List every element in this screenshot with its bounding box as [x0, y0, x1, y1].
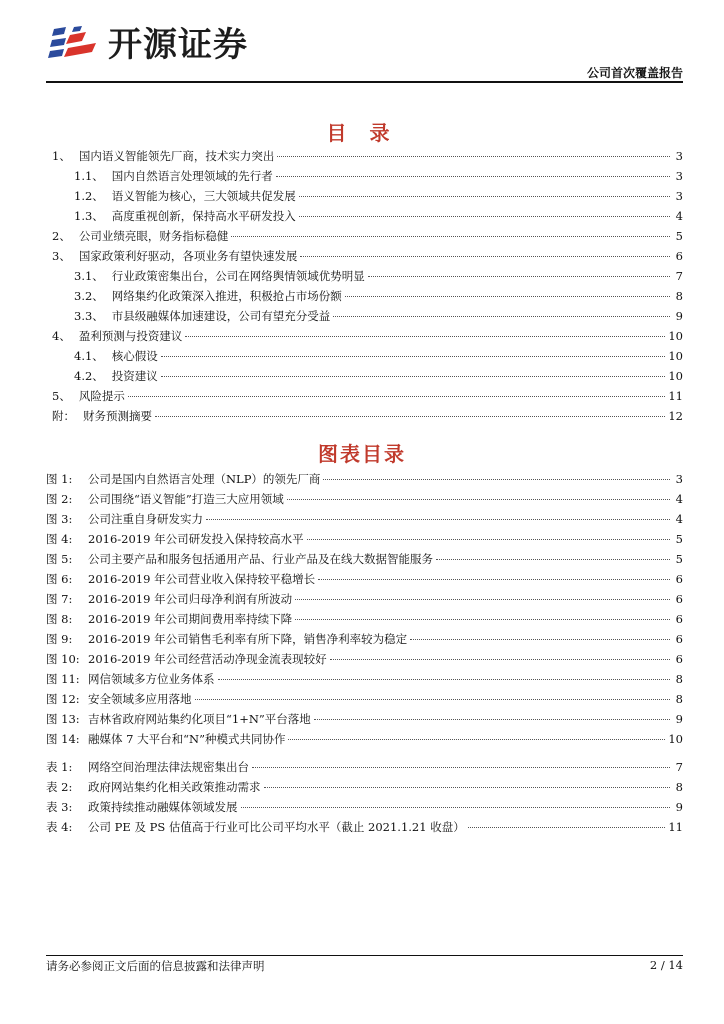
- toc-list: [46, 146, 683, 426]
- entry-number: 图 9:: [46, 632, 73, 646]
- entry-page: 9: [675, 800, 683, 814]
- entry-text: 核心假设: [111, 349, 158, 363]
- entry-page: 7: [675, 760, 683, 774]
- entry-number: 4、: [52, 329, 71, 343]
- entry-text: 公司围绕“语义智能”打造三大应用领域: [88, 492, 284, 506]
- entry-page: 3: [675, 189, 683, 203]
- dot-leader: [287, 486, 670, 500]
- entry-page: 5: [675, 532, 683, 546]
- entry-text: 风险提示: [78, 389, 125, 403]
- brand-name: 开源证券: [108, 25, 248, 65]
- entry-text: 政策持续推动融媒体领域发展: [88, 800, 238, 814]
- entry-number: 图 11:: [46, 672, 80, 686]
- entry-page: 3: [675, 472, 683, 486]
- entry-number: 1.2、: [74, 189, 104, 203]
- entry-number: 5、: [52, 389, 71, 403]
- entry-number: 1.3、: [74, 209, 104, 223]
- dot-leader: [161, 343, 666, 357]
- entry-text: 网信领域多方位业务体系: [88, 672, 215, 686]
- entry-page: 8: [675, 289, 683, 303]
- dot-leader: [288, 726, 665, 740]
- dot-leader: [295, 606, 670, 620]
- entry-number: 图 14:: [46, 732, 80, 746]
- entry-page: 10: [668, 369, 683, 383]
- entry-page: 9: [675, 712, 683, 726]
- dot-leader: [195, 686, 671, 700]
- entry-number: 图 5:: [46, 552, 73, 566]
- entry-text: 财务预测摘要: [83, 409, 152, 423]
- dot-leader: [307, 526, 670, 540]
- entry-page: 3: [675, 169, 683, 183]
- dot-leader: [231, 223, 670, 237]
- entry-number: 图 4:: [46, 532, 73, 546]
- dot-leader: [436, 546, 670, 560]
- entry-text: 国家政策利好驱动，各项业务有望快速发展: [78, 249, 298, 263]
- entry-text: 国内语义智能领先厂商，技术实力突出: [78, 149, 275, 163]
- entry-text: 公司是国内自然语言处理（NLP）的领先厂商: [88, 472, 321, 486]
- dot-leader: [333, 303, 670, 317]
- entry-number: 4.2、: [74, 369, 104, 383]
- entry-text: 高度重视创新，保持高水平研发投入: [111, 209, 296, 223]
- entry-page: 6: [675, 249, 683, 263]
- entry-page: 3: [675, 149, 683, 163]
- entry-page: 6: [675, 572, 683, 586]
- entry-number: 表 3:: [46, 800, 73, 814]
- entry-page: 8: [675, 692, 683, 706]
- brand-mark-icon: [48, 25, 100, 65]
- entry-number: 2、: [52, 229, 71, 243]
- entry-number: 图 8:: [46, 612, 73, 626]
- entry-page: 10: [668, 732, 683, 746]
- dot-leader: [218, 666, 671, 680]
- entry-text: 语义智能为核心，三大领域共促发展: [111, 189, 296, 203]
- entry-text: 公司业绩亮眼，财务指标稳健: [78, 229, 229, 243]
- entry-text: 盈利预测与投资建议: [78, 329, 183, 343]
- toc-entry[interactable]: [46, 406, 683, 426]
- entry-text: 2016-2019 年公司经营活动净现金流表现较好: [88, 652, 327, 666]
- entry-page: 5: [675, 229, 683, 243]
- dot-leader: [368, 263, 670, 277]
- dot-leader: [314, 706, 670, 720]
- entry-number: 图 1:: [46, 472, 73, 486]
- entry-page: 4: [675, 512, 683, 526]
- entry-number: 3、: [52, 249, 71, 263]
- entry-page: 8: [675, 780, 683, 794]
- entry-text: 吉林省政府网站集约化项目“1+N”平台落地: [88, 712, 311, 726]
- entry-text: 行业政策密集出台，公司在网络舆情领域优势明显: [111, 269, 365, 283]
- dot-leader: [299, 183, 670, 197]
- dot-leader: [323, 466, 670, 480]
- dot-leader: [206, 506, 670, 520]
- page-number: 2 / 14: [649, 958, 683, 972]
- entry-page: 9: [675, 309, 683, 323]
- dot-leader: [277, 143, 670, 157]
- dot-leader: [330, 646, 670, 660]
- dot-leader: [128, 383, 666, 397]
- dot-leader: [410, 626, 670, 640]
- entry-number: 附：: [52, 409, 75, 423]
- entry-page: 6: [675, 592, 683, 606]
- toc-title: 目 录: [326, 121, 398, 145]
- entry-number: 表 2:: [46, 780, 73, 794]
- entry-text: 网络空间治理法律法规密集出台: [88, 760, 249, 774]
- entry-page: 6: [675, 652, 683, 666]
- entry-page: 12: [668, 409, 683, 423]
- entry-number: 表 4:: [46, 820, 73, 834]
- entry-text: 2016-2019 年公司归母净利润有所波动: [88, 592, 293, 606]
- brand-logo: [48, 22, 248, 68]
- entry-text: 网络集约化政策深入推进，积极抢占市场份额: [111, 289, 342, 303]
- entry-text: 2016-2019 年公司研发投入保持较高水平: [88, 532, 304, 546]
- dot-leader: [185, 323, 665, 337]
- entry-number: 图 10:: [46, 652, 80, 666]
- dot-leader: [468, 814, 666, 828]
- dot-leader: [252, 754, 670, 768]
- entry-page: 4: [675, 492, 683, 506]
- entry-number: 图 7:: [46, 592, 73, 606]
- entry-page: 5: [675, 552, 683, 566]
- dot-leader: [318, 566, 670, 580]
- entry-text: 公司主要产品和服务包括通用产品、行业产品及在线大数据智能服务: [88, 552, 433, 566]
- entry-number: 图 2:: [46, 492, 73, 506]
- figures-toc-title: 图表目录: [318, 442, 406, 466]
- entry-number: 3.3、: [74, 309, 104, 323]
- figure-entry[interactable]: [46, 729, 683, 749]
- entry-text: 投资建议: [111, 369, 158, 383]
- entry-page: 6: [675, 612, 683, 626]
- entry-text: 2016-2019 年公司销售毛利率有所下降，销售净利率较为稳定: [88, 632, 408, 646]
- header-rule: [46, 81, 683, 83]
- entry-page: 11: [668, 389, 683, 403]
- dot-leader: [276, 163, 670, 177]
- entry-number: 图 3:: [46, 512, 73, 526]
- entry-page: 10: [668, 329, 683, 343]
- entry-page: 11: [668, 820, 683, 834]
- dot-leader: [264, 774, 671, 788]
- entry-number: 1.1、: [74, 169, 104, 183]
- entry-text: 国内自然语言处理领域的先行者: [111, 169, 273, 183]
- entry-number: 4.1、: [74, 349, 104, 363]
- report-type-label: 公司首次覆盖报告: [586, 66, 683, 80]
- dot-leader: [300, 243, 670, 257]
- entry-text: 政府网站集约化相关政策推动需求: [88, 780, 261, 794]
- entry-page: 4: [675, 209, 683, 223]
- figures-list: [46, 469, 683, 749]
- entry-text: 市县级融媒体加速建设，公司有望充分受益: [111, 309, 331, 323]
- footer-disclaimer: 请务必参阅正文后面的信息披露和法律声明: [46, 959, 265, 973]
- tables-list: [46, 757, 683, 837]
- entry-text: 公司注重自身研发实力: [88, 512, 203, 526]
- entry-page: 7: [675, 269, 683, 283]
- entry-number: 图 12:: [46, 692, 80, 706]
- entry-text: 2016-2019 年公司期间费用率持续下降: [88, 612, 293, 626]
- dot-leader: [299, 203, 670, 217]
- dot-leader: [155, 403, 665, 417]
- entry-number: 1、: [52, 149, 71, 163]
- entry-text: 融媒体 7 大平台和“N”种模式共同协作: [88, 732, 286, 746]
- dot-leader: [161, 363, 666, 377]
- entry-number: 3.2、: [74, 289, 104, 303]
- entry-text: 2016-2019 年公司营业收入保持较平稳增长: [88, 572, 316, 586]
- footer-rule: [46, 955, 683, 956]
- entry-page: 10: [668, 349, 683, 363]
- entry-page: 6: [675, 632, 683, 646]
- entry-page: 8: [675, 672, 683, 686]
- figure-entry[interactable]: [46, 817, 683, 837]
- entry-text: 公司 PE 及 PS 估值高于行业可比公司平均水平（截止 2021.1.21 收盘）: [88, 820, 465, 834]
- entry-number: 图 13:: [46, 712, 80, 726]
- entry-text: 安全领域多应用落地: [88, 692, 192, 706]
- entry-number: 图 6:: [46, 572, 73, 586]
- dot-leader: [295, 586, 670, 600]
- dot-leader: [345, 283, 670, 297]
- dot-leader: [241, 794, 671, 808]
- entry-number: 表 1:: [46, 760, 73, 774]
- entry-number: 3.1、: [74, 269, 104, 283]
